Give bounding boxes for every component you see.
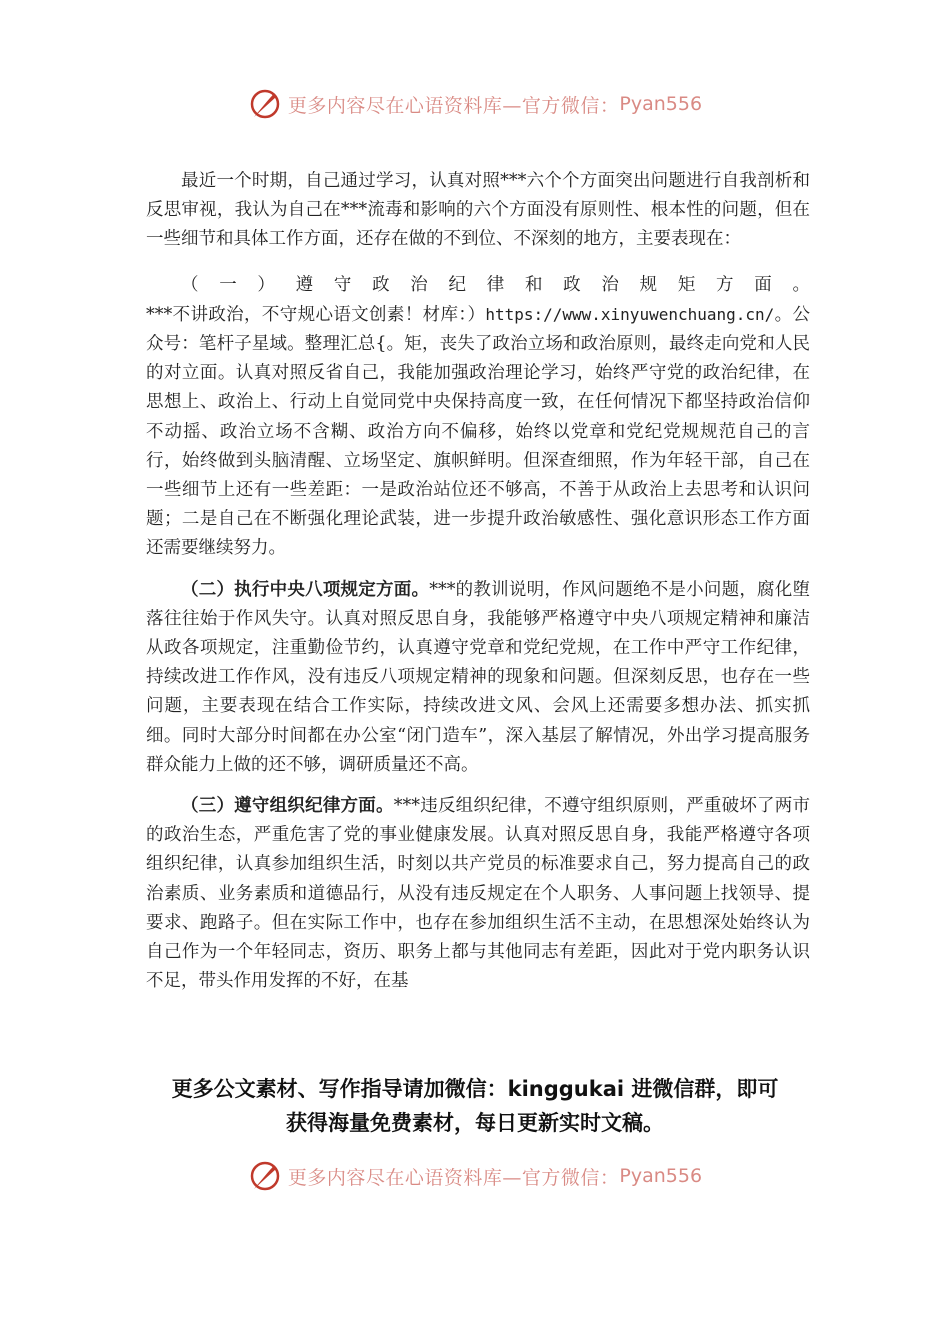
section-2-body: ***的教训说明，作风问题绝不是小问题，腐化堕落往往始于作风失守。认真对照反思自身，我能够严格遵守中央八项规定精神和廉洁从政各项规定，注重勤俭节约，认真遵守党章和党纪党规，在工作中严守工作纪律，持续改进工作作风，没有违反八项规定精神的现象和问题。但深刻反思，也存在一些问题，主要表现在结合工作实际，持续改进文风、会风上还需要多想办法、抓实抓细。同时大部分时间都在办公室“闭门造车”，深入基层了解情况，外出学习提高服务群众能力上做的还不够，调研质量还不高。 bbox=[146, 579, 811, 775]
section-3-heading: （三）遵守组织纪律方面。 bbox=[181, 796, 394, 817]
section-1-paragraph bbox=[146, 271, 810, 564]
section-2-heading: （二）执行中央八项规定方面。 bbox=[181, 579, 430, 600]
banner-wechat-id: Pyan556 bbox=[619, 1165, 703, 1187]
section-1-body: 。公众号：笔杆子星域。整理汇总{。矩，丧失了政治立场和政治原则，最终走向党和人民的对立面。认真对照反省自己，我能加强政治理论学习，始终严守党的政治纪律，在思想上、政治上、行动上自觉同党中央保持高度一致，在任何情况下都坚持政治信仰不动摇、政治立场不含糊、政治方向不偏移，始终以党章和党纪党规规范自己的言行，始终做到头脑清醒、立场坚定、旗帜鲜明。但深查细照，作为年轻干部，自己在一些细节上还有一些差距：一是政治站位还不够高，不善于从政治上去思考和认识问题；二是自己在不断强化理论武装，进一步提升政治敏感性、强化意识形态工作方面还需要继续努力。 bbox=[146, 304, 811, 559]
promo-notice bbox=[100, 1072, 850, 1140]
top-watermark-banner bbox=[0, 84, 950, 124]
section-1-url: https://www.xinyuwenchuang.cn/ bbox=[485, 304, 775, 324]
banner-text: 更多内容尽在心语资料库—官方微信： bbox=[287, 94, 620, 117]
banner-wechat-id: Pyan556 bbox=[619, 93, 703, 115]
section-1-heading: （一）遵守政治纪律和政治规矩方面。 bbox=[181, 274, 810, 295]
section-2-paragraph bbox=[146, 576, 810, 780]
promo-line-1: 更多公文素材、写作指导请加微信：kinggukai 进微信群，即可 bbox=[171, 1077, 779, 1101]
document-body bbox=[146, 167, 810, 1008]
section-1-body-start: ***不讲政治，不守规心语文创素！材库：） bbox=[146, 304, 486, 325]
promo-line-2: 获得海量免费素材，每日更新实时文稿。 bbox=[286, 1111, 664, 1135]
quill-logo-icon bbox=[248, 1159, 282, 1193]
section-3-paragraph bbox=[146, 792, 810, 996]
quill-logo-icon bbox=[248, 87, 282, 121]
bottom-watermark-banner bbox=[0, 1156, 950, 1196]
section-3-body: ***违反组织纪律，不遵守组织原则，严重破坏了两市的政治生态，严重危害了党的事业健康发展。认真对照反思自身，我能严格遵守各项组织纪律，认真参加组织生活，时刻以共产党员的标准要求自己，努力提高自己的政治素质、业务素质和道德品行，从没有违反规定在个人职务、人事问题上找领导、提要求、跑路子。但在实际工作中，也存在参加组织生活不主动，在思想深处始终认为自己作为一个年轻同志，资历、职务上都与其他同志有差距，因此对于党内职务认识不足，带头作用发挥的不好，在基 bbox=[146, 796, 810, 992]
intro-paragraph: 最近一个时期，自己通过学习，认真对照***六个个方面突出问题进行自我剖析和反思审视，我认为自己在***流毒和影响的六个方面没有原则性、根本性的问题，但在一些细节和具体工作方面，还存在做的不到位、不深刻的地方，主要表现在： bbox=[146, 171, 810, 250]
banner-text: 更多内容尽在心语资料库—官方微信： bbox=[287, 1166, 620, 1189]
